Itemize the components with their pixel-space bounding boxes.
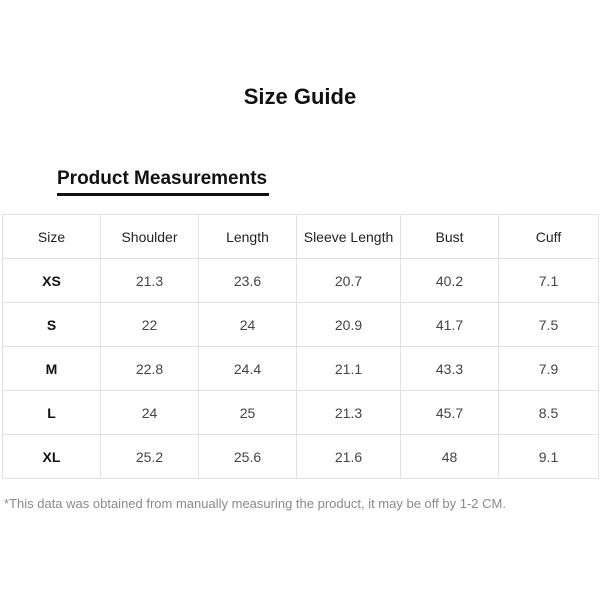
- table-row: [3, 435, 599, 479]
- table-header-row: [3, 215, 599, 259]
- header-sleeve-length: Sleeve Length: [297, 215, 401, 259]
- header-cuff: Cuff: [499, 215, 599, 259]
- size-cell: XL: [3, 435, 101, 479]
- table-row: [3, 391, 599, 435]
- size-cell: M: [3, 347, 101, 391]
- cuff-cell: 8.5: [499, 391, 599, 435]
- sleeve-length-cell: 21.3: [297, 391, 401, 435]
- table-row: [3, 303, 599, 347]
- header-bust: Bust: [401, 215, 499, 259]
- length-cell: 24: [199, 303, 297, 347]
- cuff-cell: 7.9: [499, 347, 599, 391]
- sleeve-length-cell: 20.7: [297, 259, 401, 303]
- size-cell: S: [3, 303, 101, 347]
- header-shoulder: Shoulder: [101, 215, 199, 259]
- bust-cell: 45.7: [401, 391, 499, 435]
- shoulder-cell: 22: [101, 303, 199, 347]
- sleeve-length-cell: 20.9: [297, 303, 401, 347]
- length-cell: 25: [199, 391, 297, 435]
- cuff-cell: 9.1: [499, 435, 599, 479]
- sleeve-length-cell: 21.6: [297, 435, 401, 479]
- shoulder-cell: 25.2: [101, 435, 199, 479]
- bust-cell: 41.7: [401, 303, 499, 347]
- header-size: Size: [3, 215, 101, 259]
- page-title: Size Guide: [243, 84, 357, 109]
- length-cell: 24.4: [199, 347, 297, 391]
- length-cell: 23.6: [199, 259, 297, 303]
- section-heading: Product Measurements: [57, 168, 268, 189]
- section-heading-underline: [57, 193, 269, 196]
- size-cell: XS: [3, 259, 101, 303]
- shoulder-cell: 24: [101, 391, 199, 435]
- disclaimer-footnote: *This data was obtained from manually measuring the product, it may be off by 1-2 CM.: [4, 496, 506, 511]
- sleeve-length-cell: 21.1: [297, 347, 401, 391]
- table-row: [3, 259, 599, 303]
- cuff-cell: 7.5: [499, 303, 599, 347]
- bust-cell: 40.2: [401, 259, 499, 303]
- bust-cell: 48: [401, 435, 499, 479]
- shoulder-cell: 21.3: [101, 259, 199, 303]
- table-row: [3, 347, 599, 391]
- bust-cell: 43.3: [401, 347, 499, 391]
- length-cell: 25.6: [199, 435, 297, 479]
- size-table: [2, 214, 599, 479]
- header-length: Length: [199, 215, 297, 259]
- cuff-cell: 7.1: [499, 259, 599, 303]
- size-cell: L: [3, 391, 101, 435]
- shoulder-cell: 22.8: [101, 347, 199, 391]
